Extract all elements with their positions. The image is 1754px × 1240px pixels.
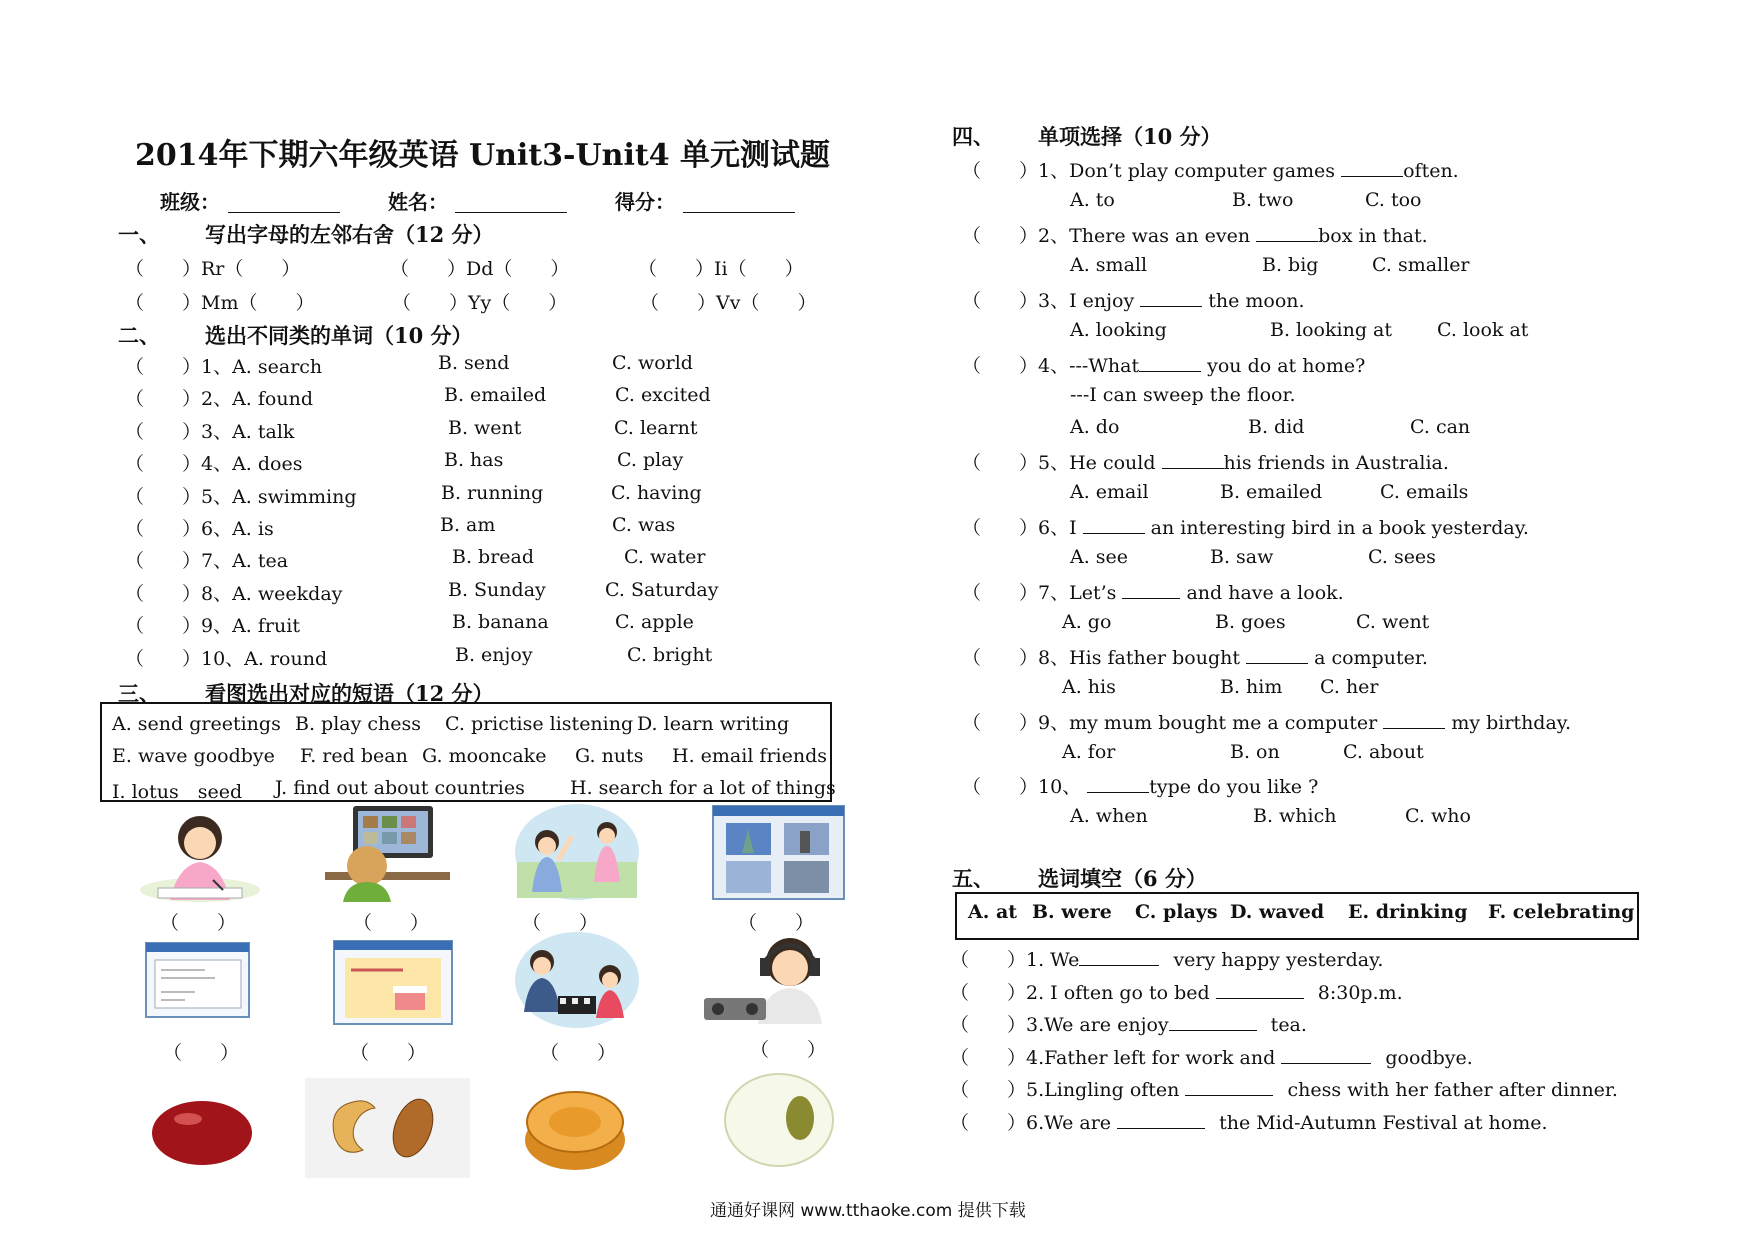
answer-blank[interactable] (1079, 947, 1159, 966)
word-e: E. drinking (1348, 901, 1468, 923)
mc-question (962, 772, 1318, 799)
question-text: （ ）3.We are enjoy (950, 1014, 1169, 1037)
option-b: B. on (1230, 741, 1280, 763)
question-text: （ ）9、my mum bought me a computer (962, 712, 1384, 734)
option-c: C. learnt (614, 416, 698, 439)
letter-item: （ ）Mm（ ） (125, 292, 315, 314)
question-text: （ ）5.Lingling often (950, 1079, 1186, 1102)
fill-question (950, 978, 1403, 1005)
option-b: B. saw (1210, 546, 1274, 568)
footer-text: 通通好课网 www.tthaoke.com 提供下载 (710, 1201, 1026, 1221)
option-b: B. enjoy (455, 643, 533, 666)
phrase-e: E. wave goodbye (112, 745, 275, 767)
question-text: box in that. (1318, 225, 1428, 247)
question-text: （ ）6.We are (950, 1112, 1118, 1134)
phrase-a: A. send greetings (112, 713, 281, 735)
listening-headphones-icon (698, 928, 846, 1028)
class-field[interactable] (228, 194, 340, 213)
letter-item: （ ）Ii（ ） (638, 258, 804, 280)
question-item: （ ）4、A. does (125, 453, 303, 476)
section3-title: 看图选出对应的短语（12 分） (205, 681, 494, 706)
question-item: （ ）7、A. tea (125, 550, 289, 573)
answer-blank[interactable] (1216, 980, 1304, 999)
option-c: C. Saturday (605, 578, 719, 601)
question-item: （ ）2、A. found (125, 388, 313, 411)
question-text: a computer. (1308, 647, 1428, 669)
option-c: C. bright (627, 643, 713, 666)
fill-question (950, 1010, 1307, 1037)
phrase-j: J. find out about countries (275, 777, 525, 799)
phrase-d: D. learn writing (637, 713, 790, 735)
option-a: A. do (1070, 416, 1120, 438)
countries-webpage-icon (712, 805, 845, 900)
question-item: （ ）8、A. weekday (125, 582, 343, 605)
fill-question (950, 1043, 1473, 1070)
fill-question (950, 945, 1383, 972)
option-b: B. two (1232, 189, 1294, 211)
question-text: often. (1403, 160, 1459, 182)
option-c: C. was (612, 514, 676, 536)
question-text: tea. (1264, 1014, 1307, 1037)
girl-writing-icon (138, 810, 263, 905)
answer-blank[interactable] (1169, 1012, 1257, 1031)
question-text: （ ）2、There was an even (962, 225, 1257, 247)
answer-blank[interactable] (1383, 710, 1445, 729)
red-bean-icon (150, 1095, 255, 1170)
letter-item: （ ）Yy（ ） (392, 292, 568, 314)
option-a: A. for (1062, 741, 1116, 763)
question-text: you do at home? (1201, 355, 1366, 377)
option-c: C. play (617, 449, 684, 472)
option-b: B. am (440, 514, 496, 536)
answer-blank[interactable] (1122, 580, 1180, 599)
option-c: C. having (611, 481, 702, 504)
mc-question (962, 643, 1428, 670)
section5-title: 选词填空（6 分） (1038, 866, 1207, 891)
answer-paren[interactable]: （ ） (522, 912, 599, 934)
question-text: the Mid-Autumn Festival at home. (1213, 1112, 1548, 1134)
question-item: （ ）3、A. talk (125, 420, 295, 443)
answer-blank[interactable] (1140, 288, 1202, 307)
option-b: B. has (444, 449, 504, 472)
option-a: A. his (1062, 676, 1116, 698)
option-b: B. goes (1215, 611, 1286, 633)
greeting-card-icon (333, 940, 453, 1025)
answer-blank[interactable] (1256, 223, 1318, 242)
question-text: （ ）4.Father left for work and (950, 1046, 1282, 1069)
word-b: B. were (1032, 901, 1112, 923)
class-label: 班级： (160, 190, 220, 214)
phrase-g: G. mooncake (422, 745, 547, 767)
option-b: B. which (1253, 805, 1337, 827)
question-item: （ ）1、A. search (125, 356, 323, 378)
option-a: A. small (1070, 254, 1148, 276)
mc-question (962, 351, 1365, 378)
section4-number: 四、 (952, 124, 994, 149)
section1-title: 写出字母的左邻右舍（12 分） (205, 222, 494, 247)
option-b: B. looking at (1270, 319, 1392, 341)
answer-blank[interactable] (1117, 1110, 1205, 1129)
mooncake-icon (520, 1080, 630, 1175)
answer-blank[interactable] (1162, 450, 1224, 469)
question-text: （ ）3、I enjoy (962, 290, 1141, 312)
option-c: C. went (1356, 611, 1430, 633)
answer-paren[interactable]: （ ） (160, 912, 237, 934)
name-field[interactable] (455, 194, 567, 213)
option-c: C. excited (615, 384, 711, 407)
waving-goodbye-icon (512, 802, 642, 902)
question-text: （ ）4、---What (962, 355, 1140, 377)
answer-blank[interactable] (1083, 515, 1145, 534)
option-c: C. water (624, 546, 706, 569)
question-text: （ ）1. We (950, 949, 1080, 971)
section1-number: 一、 (118, 222, 160, 247)
option-b: B. big (1262, 254, 1319, 276)
option-c: C. can (1410, 416, 1471, 438)
section2-number: 二、 (118, 323, 160, 348)
option-c: C. about (1343, 741, 1424, 763)
playing-chess-icon (510, 930, 645, 1030)
word-c: C. plays (1135, 901, 1218, 923)
section3-number: 三、 (118, 681, 160, 706)
email-window-icon (145, 942, 250, 1020)
mc-question (962, 221, 1428, 248)
nuts-icon (305, 1078, 470, 1178)
option-c: C. too (1365, 189, 1422, 211)
boy-at-computer-icon (325, 802, 450, 902)
section2-title: 选出不同类的单词（10 分） (205, 323, 473, 348)
question-text: （ ）2. I often go to bed (950, 981, 1216, 1004)
section4-title: 单项选择（10 分） (1038, 124, 1222, 149)
mc-question (962, 448, 1449, 475)
letter-item: （ ）Rr（ ） (125, 258, 301, 280)
question-text: and have a look. (1180, 582, 1344, 604)
question-text: （ ）1、Don’t play computer games (962, 160, 1342, 182)
option-b: B. banana (452, 611, 549, 634)
option-c: C. smaller (1372, 254, 1470, 276)
letter-item: （ ）Vv（ ） (640, 292, 817, 314)
option-c: C. her (1320, 676, 1379, 698)
option-b: B. emailed (1220, 481, 1323, 503)
question-text: （ ）7、Let’s (962, 582, 1123, 604)
name-label: 姓名： (388, 190, 448, 214)
letter-item: （ ）Dd（ ） (390, 258, 570, 280)
answer-blank[interactable] (1246, 645, 1308, 664)
option-b: B. running (441, 481, 544, 504)
question-text: the moon. (1202, 290, 1305, 312)
question-text: type do you like ? (1149, 776, 1319, 798)
question-text: （ ）10、 (962, 776, 1088, 798)
phrase-c: C. prictise listening (445, 713, 634, 735)
option-c: C. emails (1380, 481, 1469, 503)
answer-paren[interactable]: （ ） (540, 1042, 617, 1064)
score-label: 得分： (615, 190, 675, 214)
answer-blank[interactable] (1281, 1045, 1371, 1064)
phrase-b: B. play chess (295, 713, 422, 735)
mc-question (962, 156, 1459, 183)
answer-blank[interactable] (1341, 158, 1403, 177)
question-text: very happy yesterday. (1167, 949, 1384, 971)
question-item: （ ）9、A. fruit (125, 615, 300, 638)
option-c: C. world (612, 352, 693, 374)
option-c: C. look at (1437, 319, 1529, 341)
option-a: A. when (1070, 805, 1148, 827)
mc-question (962, 286, 1305, 313)
option-c: C. sees (1368, 546, 1436, 568)
phrase-g2: G. nuts (575, 745, 644, 767)
word-d: D. waved (1230, 901, 1325, 923)
word-f: F. celebrating (1488, 901, 1635, 923)
question-text: his friends in Australia. (1223, 452, 1449, 474)
question-text: my birthday. (1445, 712, 1572, 734)
answer-blank[interactable] (1087, 774, 1149, 793)
mc-question (962, 513, 1529, 540)
option-b: B. did (1248, 416, 1305, 438)
answer-paren[interactable]: （ ） (750, 1039, 827, 1061)
question-text: an interesting bird in a book yesterday. (1144, 517, 1529, 539)
phrase-i: I. lotus seed (112, 781, 243, 803)
answer-paren[interactable]: （ ） (350, 1042, 427, 1064)
option-b: B. emailed (444, 384, 547, 407)
score-field[interactable] (683, 194, 795, 213)
option-b: B. bread (452, 546, 535, 569)
question-line2: ---I can sweep the floor. (1070, 384, 1296, 406)
option-a: A. looking (1070, 319, 1167, 341)
option-b: B. went (448, 416, 522, 439)
answer-paren[interactable]: （ ） (163, 1042, 240, 1064)
option-a: A. see (1070, 546, 1129, 568)
option-c: C. apple (615, 611, 694, 634)
answer-blank[interactable] (1185, 1077, 1273, 1096)
answer-blank[interactable] (1139, 353, 1201, 372)
fill-question (950, 1075, 1618, 1102)
option-b: B. him (1220, 676, 1283, 698)
option-a: A. to (1070, 189, 1115, 211)
question-item: （ ）5、A. swimming (125, 485, 357, 508)
fill-question (950, 1108, 1548, 1135)
page-title: 2014年下期六年级英语 Unit3-Unit4 单元测试题 (135, 138, 831, 173)
answer-paren[interactable]: （ ） (738, 912, 815, 934)
phrase-f: F. red bean (300, 745, 408, 767)
option-b: B. send (438, 352, 510, 374)
option-a: A. email (1070, 481, 1149, 503)
word-a: A. at (968, 901, 1018, 923)
mc-question (962, 708, 1571, 735)
question-item: （ ）10、A. round (125, 647, 328, 670)
question-text: goodbye. (1379, 1046, 1473, 1069)
option-b: B. Sunday (448, 578, 546, 601)
option-a: A. go (1062, 611, 1112, 633)
question-text: chess with her father after dinner. (1281, 1079, 1618, 1102)
question-text: （ ）5、He could (962, 452, 1162, 474)
option-c: C. who (1405, 805, 1471, 827)
lotus-seed-icon (720, 1070, 838, 1170)
question-item: （ ）6、A. is (125, 518, 274, 540)
question-text: 8:30p.m. (1311, 981, 1403, 1004)
question-text: （ ）8、His father bought (962, 647, 1247, 669)
answer-paren[interactable]: （ ） (353, 912, 430, 934)
mc-question (962, 578, 1344, 605)
section5-number: 五、 (952, 866, 994, 891)
phrase-h: H. email friends (672, 745, 828, 767)
question-text: （ ）6、I (962, 517, 1083, 539)
phrase-h2: H. search for a lot of things (570, 777, 836, 799)
